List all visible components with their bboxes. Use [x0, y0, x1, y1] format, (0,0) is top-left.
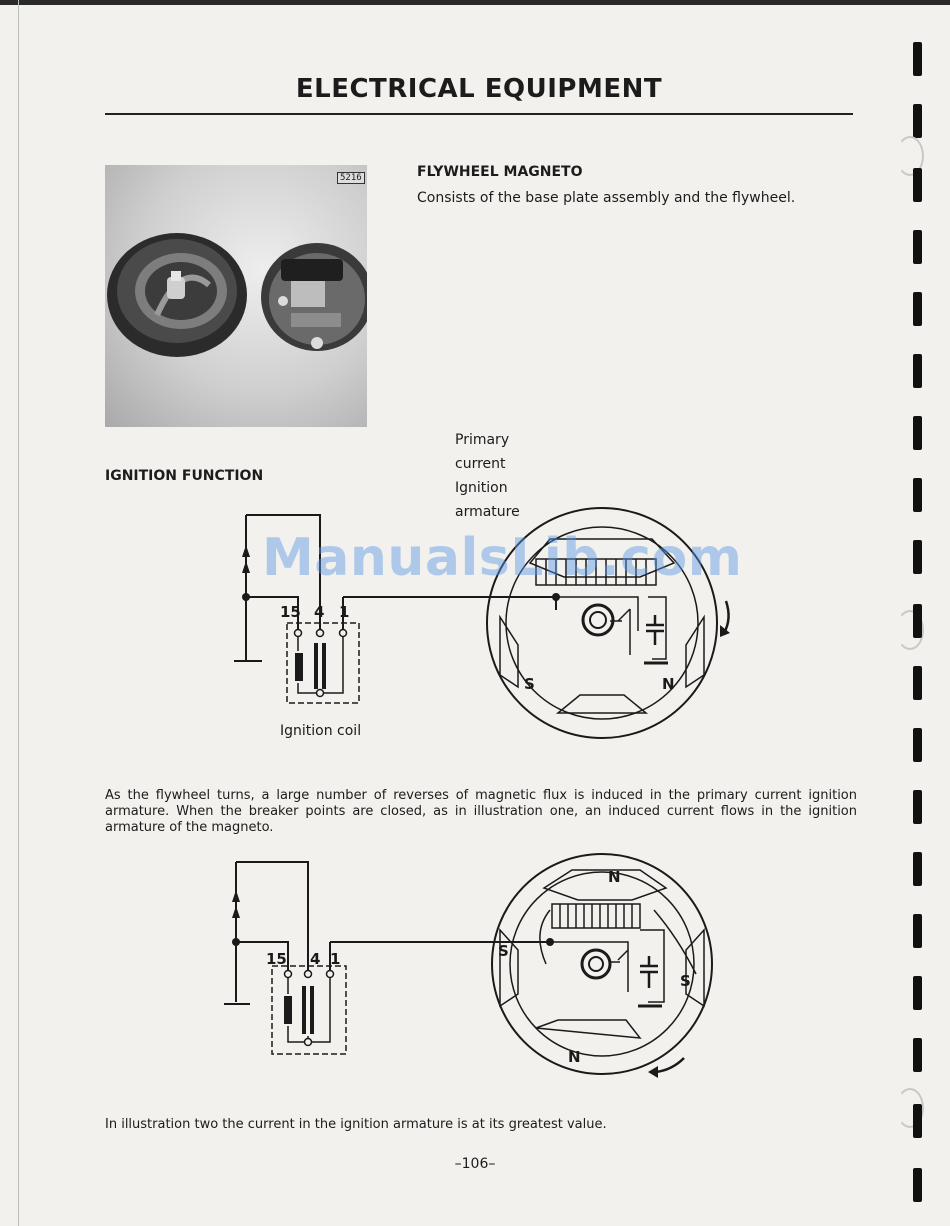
binder-tab [913, 416, 922, 450]
binder-tab [913, 1168, 922, 1202]
binder-tab [913, 292, 922, 326]
pole-label-s-left: S [498, 942, 509, 960]
pole-label-s-right: S [680, 972, 691, 990]
terminal-label-4: 4 [310, 950, 321, 968]
pole-label-n-top: N [608, 868, 621, 886]
label-line: Primary [455, 432, 510, 448]
label-line: current [455, 456, 506, 472]
binder-tab [913, 540, 922, 574]
binder-tab [913, 976, 922, 1010]
binder-tab [913, 914, 922, 948]
terminal-label-15: 15 [266, 950, 287, 968]
flywheel-photo-drawing [105, 165, 367, 427]
terminal-label-1: 1 [330, 950, 341, 968]
binder-tab [913, 230, 922, 264]
page-number: –106– [454, 1156, 496, 1172]
binder-tab [913, 478, 922, 512]
page-top-edge [0, 0, 950, 5]
flywheel-photo [105, 165, 367, 427]
label-line: Ignition [455, 480, 508, 496]
ignition-coil-label: Ignition coil [280, 723, 362, 739]
watermark: ManualsLib.com [262, 528, 743, 588]
binder-tab [913, 354, 922, 388]
binder-tab [913, 1038, 922, 1072]
page-title: ELECTRICAL EQUIPMENT [295, 74, 663, 104]
ignition-diagram-two [200, 852, 760, 1084]
terminal-label-15: 15 [280, 603, 301, 621]
binder-tab [913, 42, 922, 76]
flywheel-magneto-text: Consists of the base plate assembly and the flywheel. [417, 190, 796, 206]
terminal-label-4: 4 [314, 603, 325, 621]
binder-tab [913, 666, 922, 700]
pole-label-s: S [524, 675, 535, 693]
paragraph-one: As the flywheel turns, a large number of reverses of magnetic flux is induced in the primary current ignition armature. When the breaker points are closed, as in illustration one, an induced current flows in the ignition armature of the magneto. [105, 788, 857, 835]
paragraph-two: In illustration two the current in the ignition armature is at its greatest value. [105, 1117, 607, 1132]
label-line: armature [455, 504, 520, 520]
binder-tab [913, 790, 922, 824]
ignition-function-heading: IGNITION FUNCTION [105, 468, 264, 484]
binder-tab [913, 1104, 922, 1138]
binder-tab [913, 104, 922, 138]
binder-tab [913, 168, 922, 202]
binder-tab [913, 852, 922, 886]
pole-label-n: N [662, 675, 675, 693]
photo-reference-tag: 5216 [337, 172, 365, 184]
page-left-margin-line [18, 0, 19, 1226]
pole-label-n-bottom: N [568, 1048, 581, 1066]
terminal-label-1: 1 [339, 603, 350, 621]
binder-tab [913, 604, 922, 638]
title-underline [105, 113, 853, 115]
flywheel-magneto-heading: FLYWHEEL MAGNETO [417, 164, 583, 180]
binder-tab [913, 728, 922, 762]
